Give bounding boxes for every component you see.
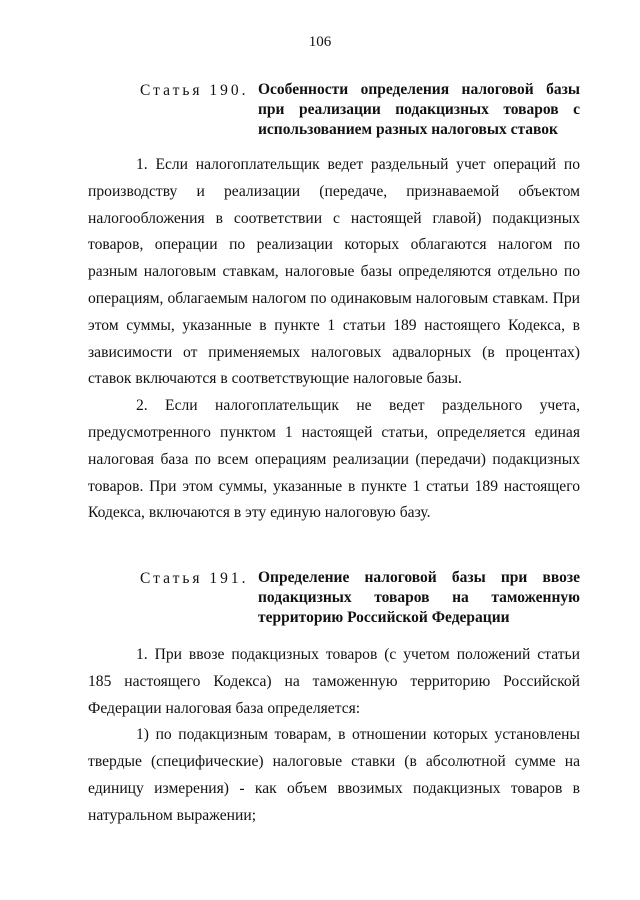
page-number: 106	[308, 34, 332, 50]
article-191-heading	[140, 568, 580, 628]
article-title: Определение налоговой базы при ввозе подакцизных товаров на таможенную территорию Российской Федерации	[258, 569, 580, 626]
paragraph: 1. Если налогоплательщик ведет раздельный учет операций по производству и реализации (передаче, признаваемой объектом налогообложения в соответствии с настоящей главой) подакцизных товаров, операции по реализации которых облагаются налогом по разным налоговым ставкам, налоговые базы определяются отдельно по операциям, облагаемым налогом по одинаковым налоговым ставкам. При этом суммы, указанные в пункте 1 статьи 189 настоящего Кодекса, в зависимости от применяемых налоговых адвалорных (в процентах) ставок включаются в соответствующие налоговые базы.	[88, 156, 580, 388]
article-title: Особенности определения налоговой базы при реализации подакцизных товаров с использованием разных налоговых ставок	[258, 81, 580, 138]
paragraph: 1. При ввозе подакцизных товаров (с учетом положений статьи 185 настоящего Кодекса) на таможенную территорию Российской Федерации налоговая база определяется:	[88, 646, 580, 717]
article-number: Статья 191.	[140, 570, 249, 587]
article-191-body	[88, 642, 580, 830]
article-190-heading	[140, 80, 580, 140]
article-number: Статья 190.	[140, 82, 249, 99]
article-190-body	[88, 152, 580, 527]
paragraph: 1) по подакцизным товарам, в отношении которых установлены твердые (специфические) налоговые ставки (в абсолютной сумме на единицу измерения) - как объем ввозимых подакцизных товаров в натуральном выражении;	[88, 726, 580, 824]
paragraph: 2. Если налогоплательщик не ведет раздельного учета, предусмотренного пунктом 1 настоящей статьи, определяется единая налоговая база по всем операциям реализации (передачи) подакцизных товаров. При этом суммы, указанные в пункте 1 статьи 189 настоящего Кодекса, включаются в эту единую налоговую базу.	[88, 397, 580, 522]
